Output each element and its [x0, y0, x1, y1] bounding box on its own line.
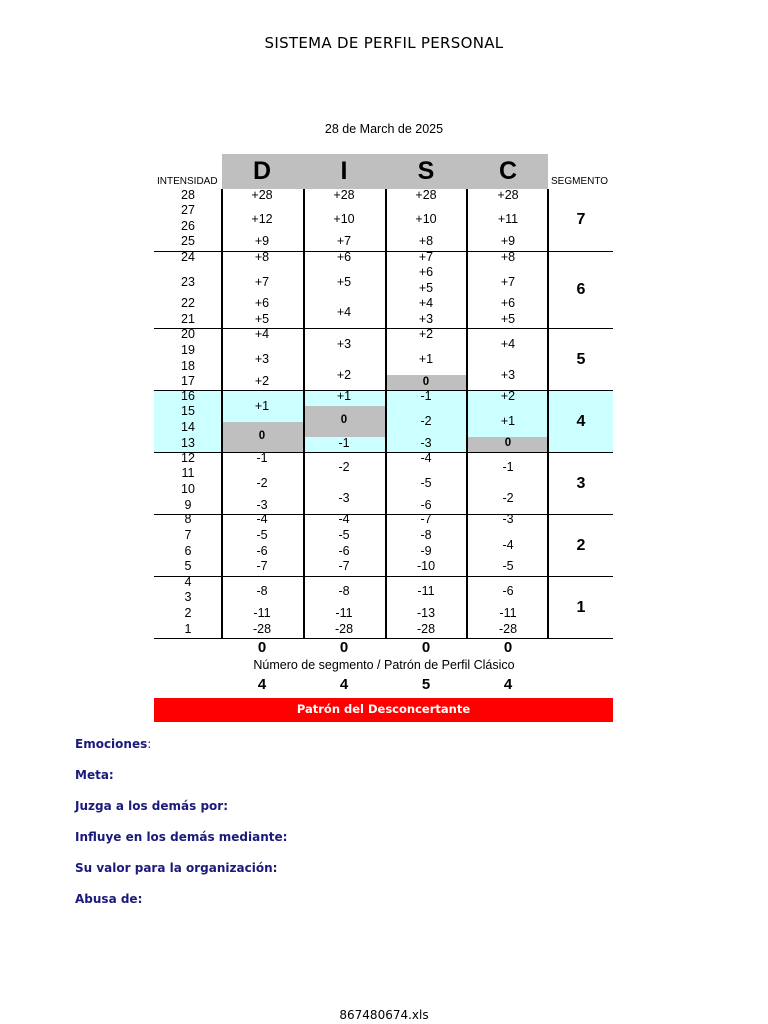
segment-number: 6	[576, 281, 586, 298]
intensity-label: 5	[184, 559, 192, 573]
intensity-label: 8	[184, 512, 192, 526]
s-value: -4	[420, 451, 432, 465]
s-value: -6	[420, 498, 432, 512]
s-value: -28	[416, 622, 436, 636]
c-value: +11	[497, 212, 519, 226]
i-value: -1	[338, 436, 350, 450]
d-value: -7	[256, 559, 268, 573]
field-valor	[75, 861, 277, 875]
field-label: Meta:	[75, 768, 114, 782]
segment-number: 5	[576, 351, 586, 368]
intensity-label: 23	[181, 275, 195, 289]
intensity-label: 28	[181, 188, 195, 202]
c-value: -11	[499, 606, 517, 620]
d-value: +1	[254, 399, 270, 413]
s-value: +5	[418, 281, 434, 295]
intensity-label: 2	[184, 606, 192, 620]
field-colon: :	[147, 737, 152, 751]
d-value: -2	[256, 476, 268, 490]
intensity-label: 14	[181, 420, 195, 434]
intensity-label: 24	[181, 250, 195, 264]
s-total: 0	[421, 639, 431, 656]
intensity-label: 1	[184, 622, 192, 636]
i-zero-value: 0	[340, 414, 348, 426]
file-name-footer: 867480674.xls	[339, 1008, 429, 1022]
intensity-label: 21	[181, 312, 195, 326]
s-value: -9	[420, 544, 432, 558]
i-value: +3	[336, 337, 352, 351]
intensity-label: 27	[181, 203, 195, 217]
i-value: +2	[336, 368, 352, 382]
intensity-label: 20	[181, 327, 195, 341]
pattern-banner: Patrón del Desconcertante	[154, 698, 613, 722]
i-value: +1	[336, 389, 352, 403]
c-value: +9	[500, 234, 516, 248]
intensity-label: 3	[184, 590, 192, 604]
i-value: -2	[338, 460, 350, 474]
s-value: +7	[418, 250, 434, 264]
intensity-header: INTENSIDAD	[157, 176, 218, 187]
c-value: -3	[502, 512, 514, 526]
i-value: -5	[338, 528, 350, 542]
i-value: -6	[338, 544, 350, 558]
intensity-label: 16	[181, 389, 195, 403]
d-value: +2	[254, 374, 270, 388]
s-value: -13	[416, 606, 436, 620]
intensity-label: 26	[181, 219, 195, 233]
i-value: +6	[336, 250, 352, 264]
c-value: +7	[500, 275, 516, 289]
segment-number: 7	[576, 211, 586, 228]
d-value: -5	[256, 528, 268, 542]
d-value: -8	[256, 584, 268, 598]
intensity-label: 7	[184, 528, 192, 542]
d-value: -3	[256, 498, 268, 512]
intensity-label: 12	[181, 451, 195, 465]
s-value: +28	[415, 188, 437, 202]
field-abusa	[75, 892, 142, 906]
page-title: SISTEMA DE PERFIL PERSONAL	[264, 34, 504, 52]
c-zero-value: 0	[504, 437, 512, 449]
intensity-label: 19	[181, 343, 195, 357]
d-value: -28	[252, 622, 272, 636]
c-value: +8	[500, 250, 516, 264]
i-value: -3	[338, 491, 350, 505]
header-s: S	[417, 157, 435, 185]
segment-number: 2	[576, 537, 586, 554]
s-value: +2	[418, 327, 434, 341]
segment-number: 4	[576, 413, 586, 430]
d-segment-number: 4	[257, 676, 267, 693]
c-value: -4	[502, 538, 514, 552]
d-value: -11	[253, 606, 271, 620]
s-value: -10	[416, 559, 436, 573]
intensity-label: 11	[181, 466, 195, 480]
d-value: +3	[254, 352, 270, 366]
segment-caption: Número de segmento / Patrón de Perfil Clásico	[253, 658, 515, 672]
c-value: +2	[500, 389, 516, 403]
segment-number: 3	[576, 475, 586, 492]
c-value: -5	[502, 559, 514, 573]
i-value: +7	[336, 234, 352, 248]
c-value: +5	[500, 312, 516, 326]
i-value: +4	[336, 305, 352, 319]
field-emociones	[75, 737, 151, 751]
s-value: +10	[415, 212, 437, 226]
s-value: -11	[417, 584, 435, 598]
d-zero-value: 0	[258, 430, 266, 442]
intensity-label: 4	[184, 575, 192, 589]
intensity-label: 10	[181, 482, 195, 496]
d-total: 0	[257, 639, 267, 656]
field-label: Emociones	[75, 737, 148, 751]
d-value: +6	[254, 296, 270, 310]
i-value: -4	[338, 512, 350, 526]
field-label: Juzga a los demás por:	[75, 799, 229, 813]
header-d: D	[252, 157, 272, 185]
c-value: +6	[500, 296, 516, 310]
d-value: -6	[256, 544, 268, 558]
c-value: +28	[497, 188, 519, 202]
field-meta	[75, 768, 114, 782]
i-value: -7	[338, 559, 350, 573]
i-value: +10	[333, 212, 355, 226]
s-value: +6	[418, 265, 434, 279]
i-value: -8	[338, 584, 350, 598]
i-value: -28	[334, 622, 354, 636]
field-label: Abusa de:	[75, 892, 143, 906]
d-value: -1	[256, 451, 268, 465]
s-value: -3	[420, 436, 432, 450]
i-value: +5	[336, 275, 352, 289]
segment-number: 1	[576, 599, 586, 616]
c-value: +3	[500, 368, 516, 382]
i-segment-number: 4	[339, 676, 349, 693]
intensity-label: 13	[181, 436, 195, 450]
s-value: -7	[420, 512, 432, 526]
s-zero-value: 0	[422, 376, 430, 388]
s-value: -5	[420, 476, 432, 490]
field-label: Su valor para la organización:	[75, 861, 278, 875]
intensity-label: 18	[181, 359, 195, 373]
c-value: +4	[500, 337, 516, 351]
s-value: -2	[420, 414, 432, 428]
c-value: -1	[502, 460, 514, 474]
intensity-label: 9	[184, 498, 192, 512]
intensity-label: 17	[181, 374, 195, 388]
i-value: +28	[333, 188, 355, 202]
c-segment-number: 4	[503, 676, 513, 693]
s-value: +1	[418, 352, 434, 366]
d-value: -4	[256, 512, 268, 526]
s-segment-number: 5	[421, 676, 431, 693]
i-value: -11	[335, 606, 353, 620]
field-label: Influye en los demás mediante:	[75, 830, 288, 844]
intensity-label: 15	[181, 404, 195, 418]
field-juzga	[75, 799, 228, 813]
s-value: +3	[418, 312, 434, 326]
segment-header: SEGMENTO	[551, 176, 609, 187]
intensity-label: 6	[184, 544, 192, 558]
intensity-label: 22	[181, 296, 195, 310]
header-c: C	[498, 157, 518, 185]
report-date: 28 de March de 2025	[324, 122, 444, 136]
d-value: +5	[254, 312, 270, 326]
d-value: +9	[254, 234, 270, 248]
i-total: 0	[339, 639, 349, 656]
c-value: -28	[498, 622, 518, 636]
segment-divider	[154, 576, 613, 577]
c-value: -6	[502, 584, 514, 598]
d-value: +28	[251, 188, 273, 202]
d-value: +4	[254, 327, 270, 341]
s-value: +4	[418, 296, 434, 310]
header-i: I	[340, 157, 348, 185]
c-value: +1	[500, 414, 516, 428]
s-value: +8	[418, 234, 434, 248]
s-value: -1	[420, 389, 432, 403]
d-value: +8	[254, 250, 270, 264]
s-value: -8	[420, 528, 432, 542]
field-influye	[75, 830, 287, 844]
c-total: 0	[503, 639, 513, 656]
d-value: +12	[251, 212, 273, 226]
intensity-label: 25	[181, 234, 195, 248]
d-value: +7	[254, 275, 270, 289]
c-value: -2	[502, 491, 514, 505]
